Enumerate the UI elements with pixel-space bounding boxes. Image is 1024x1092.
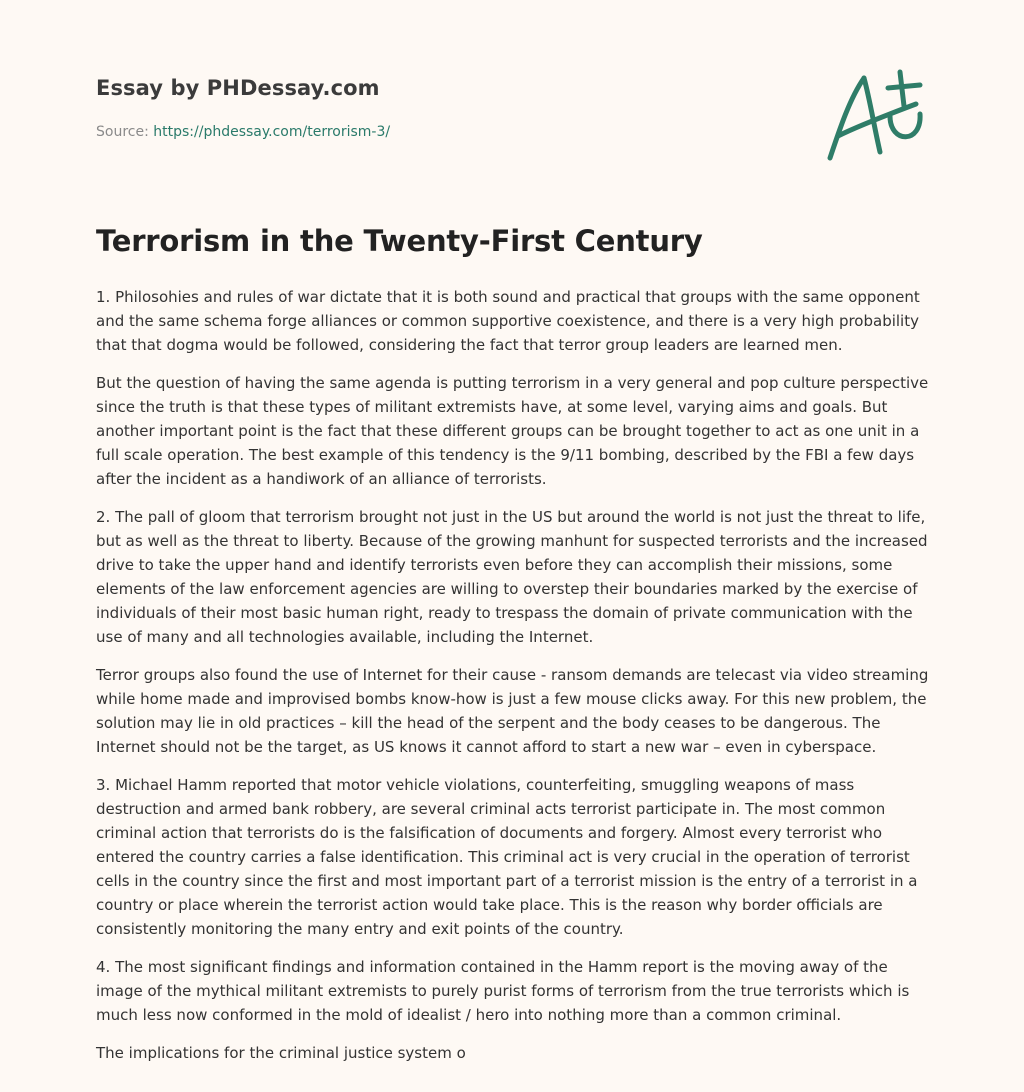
letter-a-left-stroke: [830, 78, 864, 158]
paragraph: 2. The pall of gloom that terrorism brought not just in the US but around the world is not just the threat to life, but as well as the threat to liberty. Because of the growing manhunt for suspected terrorists and the increased drive to take the upper hand and identify terrorists even before they can accomplish their missions, some elements of the law enforcement agencies are willing to overstep their boundaries marked by the exercise of individuals of their most basic human right, ready to trespass the domain of private communication with the use of many and all technologies available, including the Internet.: [96, 508, 928, 646]
paragraph: 3. Michael Hamm reported that motor vehicle violations, counterfeiting, smuggling weapons of mass destruction and armed bank robbery, are several criminal acts terrorist participate in. The most common criminal action that terrorists do is the falsification of documents and forgery. Almost every terrorist who entered the country carries a false identification. This criminal act is very crucial in the operation of terrorist cells in the country since the first and most important part of a terrorist mission is the entry of a terrorist in a country or place wherein the terrorist action would take place. This is the reason why border officials are consistently monitoring the many entry and exit points of the country.: [96, 776, 918, 938]
essay-title: Terrorism in the Twenty-First Century: [96, 224, 703, 258]
paragraph: Terror groups also found the use of Internet for their cause - ransom demands are telecast via video streaming while home made and improvised bombs know-how is just a few mouse clicks away. For this new problem, the solution may lie in old practices – kill the head of the serpent and the body ceases to be dangerous. The Internet should not be the target, as US knows it cannot afford to start a new war – even in cyberspace.: [96, 666, 929, 756]
site-brand: Essay by PHDessay.com: [96, 76, 380, 100]
plus-loop: [890, 114, 920, 137]
paragraph: 4. The most significant findings and information contained in the Hamm report is the moving away of the image of the mythical militant extremists to purely purist forms of terrorism from the true terrorists which is much less now conformed in the mold of idealist / hero into nothing more than a common criminal.: [96, 958, 910, 1024]
paragraph: 1. Philosohies and rules of war dictate that it is both sound and practical that groups with the same opponent and the same schema forge alliances or common supportive coexistence, and there is a very high probability that that dogma would be followed, considering the fact that terror group leaders are learned men.: [96, 288, 920, 354]
paragraph: But the question of having the same agenda is putting terrorism in a very general and pop culture perspective since the truth is that these types of militant extremists have, at some level, varying aims and goals. But another important point is the fact that these different groups can be brought together to act as one unit in a full scale operation. The best example of this tendency is the 9/11 bombing, described by the FBI a few days after the incident as a handiwork of an alliance of terrorists.: [96, 374, 929, 488]
source-link[interactable]: https://phdessay.com/terrorism-3/: [153, 124, 391, 140]
paragraph: The implications for the criminal justice system o: [96, 1044, 466, 1062]
source-label: Source:: [96, 124, 154, 140]
a-plus-grade-icon: [818, 66, 930, 166]
source-line: [96, 124, 390, 140]
essay-body: [96, 285, 936, 1079]
letter-a-right-stroke: [864, 78, 880, 152]
plus-horizontal: [888, 85, 920, 88]
